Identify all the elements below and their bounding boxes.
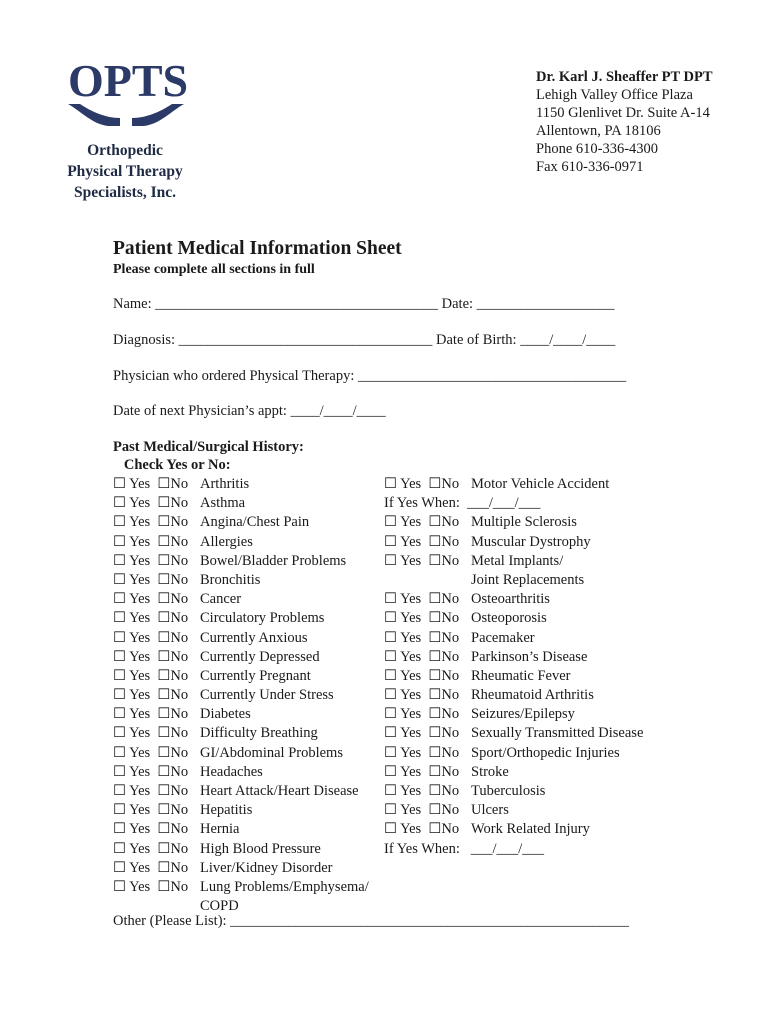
doctor-name: Dr. Karl J. Sheaffer PT DPT xyxy=(536,69,713,85)
history-row xyxy=(384,533,591,552)
other-conditions-field[interactable]: Other (Please List): _______________________________________________________ xyxy=(113,913,629,929)
history-row xyxy=(384,782,544,801)
condition-label: Circulatory Problems xyxy=(200,610,325,627)
page-subtitle: Please complete all sections in full xyxy=(113,262,315,277)
condition-label: Osteoporosis xyxy=(471,610,547,627)
yes-no-checkboxes[interactable]: ☐ Yes ☐No xyxy=(113,744,189,761)
right-hand-icon xyxy=(132,104,184,126)
yes-no-checkboxes[interactable]: ☐ Yes ☐No xyxy=(384,783,460,799)
condition-label: Muscular Dystrophy xyxy=(471,533,591,550)
if-yes-when-field[interactable]: If Yes When: ___/___/___ xyxy=(384,840,545,857)
condition-label: Liver/Kidney Disorder xyxy=(200,859,333,876)
org-line-3: Specialists, Inc. xyxy=(73,184,177,201)
history-row xyxy=(113,571,261,590)
history-row xyxy=(113,820,240,839)
condition-label: Lung Problems/Emphysema/ xyxy=(200,878,369,895)
name-date-field[interactable]: Name: _______________________________________ Date: ___________________ xyxy=(113,296,615,312)
yes-no-checkboxes[interactable]: ☐ Yes ☐No xyxy=(384,687,460,704)
history-row xyxy=(113,724,318,743)
condition-label: Bronchitis xyxy=(200,571,261,588)
condition-label: Allergies xyxy=(200,533,253,550)
logo xyxy=(62,52,190,132)
address-line-2: 1150 Glenlivet Dr. Suite A-14 xyxy=(536,105,710,121)
history-row xyxy=(384,590,550,609)
yes-no-checkboxes[interactable]: ☐ Yes ☐No xyxy=(384,591,460,608)
condition-label: Arthritis xyxy=(200,476,250,492)
history-row xyxy=(113,782,359,801)
condition-label: Multiple Sclerosis xyxy=(471,514,577,531)
condition-label: Seizures/Epilepsy xyxy=(471,706,575,723)
condition-label: Motor Vehicle Accident xyxy=(471,476,610,492)
history-row xyxy=(113,513,310,532)
contact-block xyxy=(536,68,713,176)
history-row xyxy=(384,609,547,628)
opts-logo-graphic xyxy=(62,52,190,132)
yes-no-checkboxes[interactable]: ☐ Yes ☐No xyxy=(113,610,189,627)
page-title: Patient Medical Information Sheet xyxy=(113,238,402,259)
yes-no-checkboxes[interactable]: ☐ Yes ☐No xyxy=(113,495,189,512)
yes-no-checkboxes[interactable]: ☐ Yes ☐No xyxy=(384,476,460,492)
yes-no-checkboxes[interactable]: ☐ Yes ☐No xyxy=(113,667,189,684)
condition-label: Osteoarthritis xyxy=(471,591,550,608)
history-row xyxy=(384,801,544,820)
condition-label: Work Related Injury xyxy=(471,821,590,838)
history-row xyxy=(384,763,544,782)
condition-label: GI/Abdominal Problems xyxy=(200,744,343,761)
yes-no-checkboxes[interactable]: ☐ Yes ☐No xyxy=(384,648,460,665)
history-row xyxy=(113,609,325,628)
history-row xyxy=(113,552,347,571)
condition-label: Sexually Transmitted Disease xyxy=(471,725,644,742)
yes-no-checkboxes[interactable]: ☐ Yes ☐No xyxy=(384,533,460,550)
yes-no-checkboxes[interactable]: ☐ Yes ☐No xyxy=(113,571,189,588)
history-row xyxy=(113,840,321,859)
history-row xyxy=(113,801,253,820)
yes-no-checkboxes[interactable]: ☐ Yes ☐No xyxy=(113,802,189,819)
yes-no-checkboxes[interactable]: ☐ Yes ☐No xyxy=(113,763,189,780)
yes-no-checkboxes[interactable]: ☐ Yes ☐No xyxy=(113,725,189,742)
condition-label: Difficulty Breathing xyxy=(200,725,318,742)
left-history-column xyxy=(113,475,369,916)
address-line-1: Lehigh Valley Office Plaza xyxy=(536,87,693,103)
history-header: Past Medical/Surgical History: xyxy=(113,439,304,455)
condition-label: Hepatitis xyxy=(200,802,253,819)
condition-label: Ulcers xyxy=(471,802,509,819)
yes-no-checkboxes[interactable]: ☐ Yes ☐No xyxy=(113,476,189,492)
condition-label: Currently Under Stress xyxy=(200,687,334,704)
logo-text: OPTS xyxy=(68,55,189,106)
condition-label: Tuberculosis xyxy=(471,783,546,799)
yes-no-checkboxes[interactable]: ☐ Yes ☐No xyxy=(384,744,460,761)
check-header: Check Yes or No: xyxy=(113,457,231,473)
yes-no-checkboxes[interactable]: ☐ Yes ☐No xyxy=(113,687,189,704)
yes-no-checkboxes[interactable]: ☐ Yes ☐No xyxy=(384,725,460,742)
condition-label: Heart Attack/Heart Disease xyxy=(200,783,359,799)
history-row xyxy=(384,705,575,724)
history-row xyxy=(384,513,577,532)
history-row xyxy=(113,859,333,878)
condition-label: Rheumatoid Arthritis xyxy=(471,687,594,704)
yes-no-checkboxes[interactable]: ☐ Yes ☐No xyxy=(384,802,460,819)
yes-no-checkboxes[interactable]: ☐ Yes ☐No xyxy=(113,706,189,723)
right-history-column xyxy=(384,475,644,859)
history-row xyxy=(384,744,620,763)
yes-no-checkboxes[interactable]: ☐ Yes ☐No xyxy=(113,878,189,895)
history-row xyxy=(384,724,644,743)
condition-label: Pacemaker xyxy=(471,629,535,646)
condition-label: Asthma xyxy=(200,495,246,512)
organization-name xyxy=(40,140,210,203)
yes-no-checkboxes[interactable]: ☐ Yes ☐No xyxy=(113,629,189,646)
condition-label: Currently Pregnant xyxy=(200,667,311,684)
history-row xyxy=(384,629,544,648)
history-row xyxy=(113,744,343,763)
yes-no-checkboxes[interactable]: ☐ Yes ☐No xyxy=(384,667,460,684)
condition-label: Bowel/Bladder Problems xyxy=(200,552,347,569)
yes-no-checkboxes[interactable]: ☐ Yes ☐No xyxy=(113,514,189,531)
history-row xyxy=(384,820,590,839)
history-row xyxy=(384,667,571,686)
physician-field[interactable]: Physician who ordered Physical Therapy: _____________________________________ xyxy=(113,368,627,384)
yes-no-checkboxes[interactable]: ☐ Yes ☐No xyxy=(113,840,189,857)
condition-label: Hernia xyxy=(200,821,240,838)
yes-no-checkboxes[interactable]: ☐ Yes ☐No xyxy=(113,859,189,876)
history-row xyxy=(113,629,308,648)
history-row xyxy=(113,667,311,686)
yes-no-checkboxes[interactable]: ☐ Yes ☐No xyxy=(384,706,460,723)
yes-no-checkboxes[interactable]: ☐ Yes ☐No xyxy=(113,821,189,838)
org-line-2: Physical Therapy xyxy=(67,163,183,180)
condition-label: Sport/Orthopedic Injuries xyxy=(471,744,620,761)
condition-label: Currently Depressed xyxy=(200,648,320,665)
history-row xyxy=(113,686,334,705)
condition-label: Headaches xyxy=(200,763,263,780)
yes-no-checkboxes[interactable]: ☐ Yes ☐No xyxy=(384,629,460,646)
history-row xyxy=(384,552,564,571)
condition-label: Metal Implants/ xyxy=(471,552,564,569)
yes-no-checkboxes[interactable]: ☐ Yes ☐No xyxy=(384,552,460,569)
history-row xyxy=(113,533,253,552)
condition-label: High Blood Pressure xyxy=(200,840,321,857)
condition-label: Joint Replacements xyxy=(471,571,585,588)
history-row xyxy=(113,494,246,513)
history-row xyxy=(113,648,320,667)
yes-no-checkboxes[interactable]: ☐ Yes ☐No xyxy=(384,610,460,627)
yes-no-checkboxes[interactable]: ☐ Yes ☐No xyxy=(113,552,189,569)
history-row xyxy=(113,763,263,782)
phone: Phone 610-336-4300 xyxy=(536,141,659,157)
yes-no-checkboxes[interactable]: ☐ Yes ☐No xyxy=(113,533,189,550)
left-hand-icon xyxy=(68,104,120,126)
condition-label: Cancer xyxy=(200,591,242,608)
condition-label: Rheumatic Fever xyxy=(471,667,571,684)
history-row xyxy=(384,648,588,667)
condition-label: Diabetes xyxy=(200,706,251,723)
fax: Fax 610-336-0971 xyxy=(536,159,644,175)
yes-no-checkboxes[interactable]: ☐ Yes ☐No xyxy=(384,821,460,838)
history-row xyxy=(113,475,250,494)
address-line-3: Allentown, PA 18106 xyxy=(536,123,661,139)
condition-label: Stroke xyxy=(471,763,509,780)
org-line-1: Orthopedic xyxy=(87,142,163,159)
history-row xyxy=(113,705,251,724)
history-row xyxy=(384,686,594,705)
history-row xyxy=(384,475,610,494)
yes-no-checkboxes[interactable]: ☐ Yes ☐No xyxy=(113,648,189,665)
condition-label: Currently Anxious xyxy=(200,629,308,646)
condition-label: Angina/Chest Pain xyxy=(200,514,310,531)
condition-label: COPD xyxy=(200,898,239,915)
history-row xyxy=(384,571,585,590)
yes-no-checkboxes[interactable]: ☐ Yes ☐No xyxy=(113,783,189,799)
yes-no-checkboxes[interactable]: ☐ Yes ☐No xyxy=(384,514,460,531)
yes-no-checkboxes[interactable]: ☐ Yes ☐No xyxy=(384,763,460,780)
yes-no-checkboxes[interactable]: ☐ Yes ☐No xyxy=(113,591,189,608)
if-yes-when-field[interactable]: If Yes When: ___/___/___ xyxy=(384,495,541,512)
history-row xyxy=(113,878,369,897)
diagnosis-dob-field[interactable]: Diagnosis: ___________________________________ Date of Birth: ____/____/____ xyxy=(113,332,616,348)
history-row xyxy=(113,590,242,609)
condition-label: Parkinson’s Disease xyxy=(471,648,588,665)
appointment-date-field[interactable]: Date of next Physician’s appt: ____/____/____ xyxy=(113,403,386,419)
